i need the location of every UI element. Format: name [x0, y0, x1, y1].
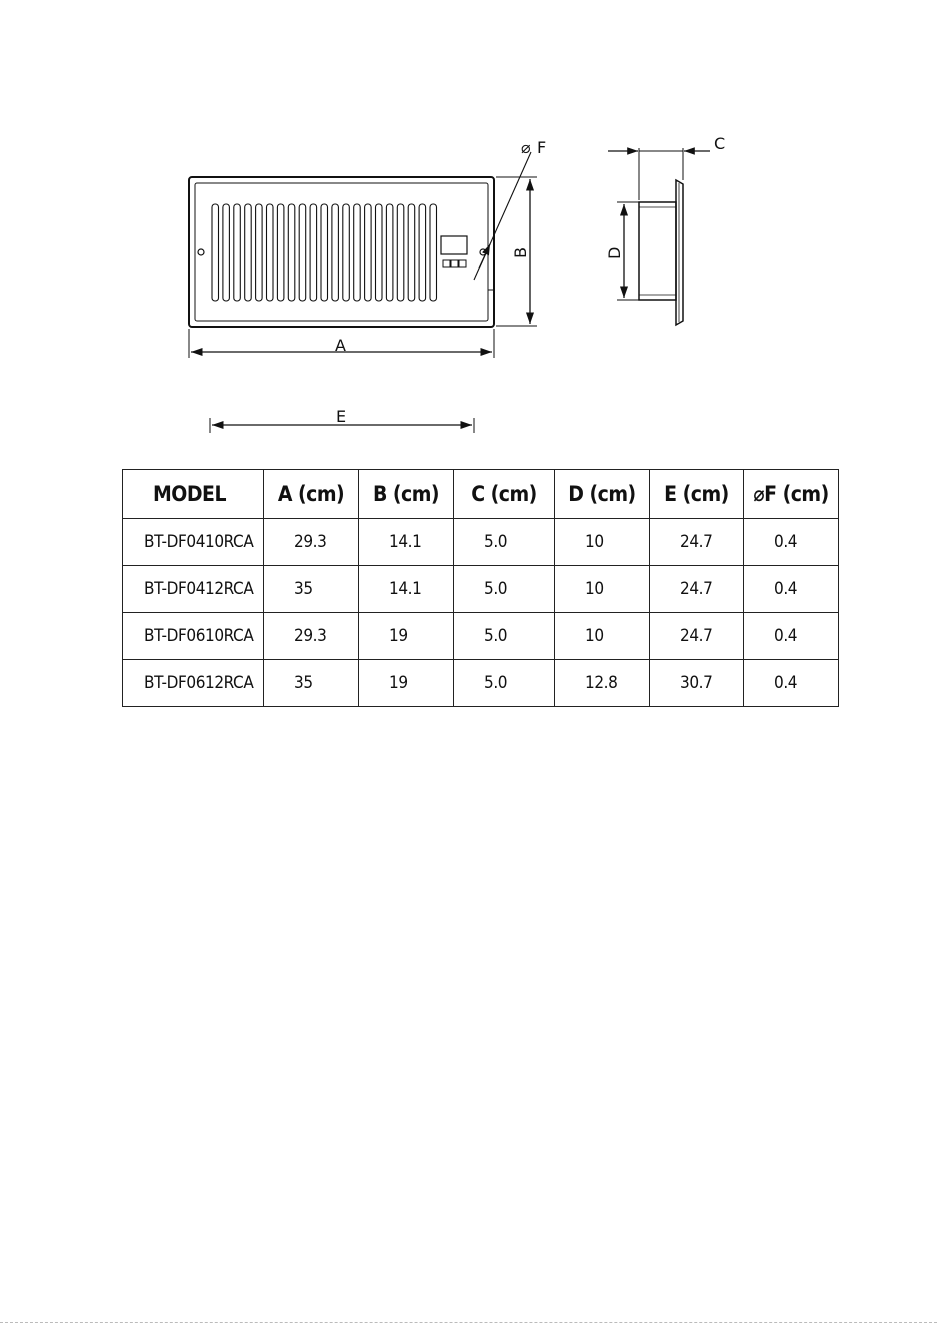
cell-e: 24.7: [650, 566, 744, 613]
louver-slot: [256, 204, 263, 301]
vent-louvers: [212, 204, 437, 301]
cell-a: 29.3: [264, 613, 359, 660]
louver-slot: [365, 204, 372, 301]
dimension-e: [210, 407, 474, 433]
louver-slot: [419, 204, 426, 301]
louver-slot: [376, 204, 383, 301]
cell-d: 10: [555, 613, 650, 660]
label-b: B: [511, 247, 530, 258]
dimension-c: [608, 134, 725, 200]
header-d: D (cm): [555, 470, 650, 519]
vent-side-view: [639, 180, 683, 325]
cell-b: 19: [359, 660, 454, 707]
header-b: B (cm): [359, 470, 454, 519]
table-header-row: [123, 470, 839, 519]
cell-e: 24.7: [650, 519, 744, 566]
louver-slot: [386, 204, 393, 301]
label-e: E: [336, 407, 347, 426]
cell-d: 12.8: [555, 660, 650, 707]
technical-drawing: [0, 0, 937, 460]
cell-c: 5.0: [454, 613, 555, 660]
label-f: F: [537, 138, 547, 157]
table-row: [123, 566, 839, 613]
cell-f: 0.4: [744, 613, 839, 660]
screw-hole-icon: [198, 249, 204, 255]
cell-c: 5.0: [454, 566, 555, 613]
cell-a: 29.3: [264, 519, 359, 566]
label-a: A: [335, 336, 346, 355]
cell-d: 10: [555, 519, 650, 566]
louver-slot: [223, 204, 230, 301]
cell-f: 0.4: [744, 660, 839, 707]
table-row: [123, 613, 839, 660]
label-d: D: [605, 246, 624, 259]
louver-slot: [321, 204, 328, 301]
louver-slot: [343, 204, 350, 301]
cell-model: BT-DF0412RCA: [123, 566, 264, 613]
dimension-a: [189, 329, 494, 358]
diameter-symbol-icon: ⌀: [521, 138, 531, 157]
vent-front-view: [189, 177, 494, 327]
header-c: C (cm): [454, 470, 555, 519]
louver-slot: [332, 204, 339, 301]
louver-slot: [299, 204, 306, 301]
cell-f: 0.4: [744, 519, 839, 566]
louver-slot: [277, 204, 284, 301]
dimension-d: [605, 202, 639, 300]
cell-c: 5.0: [454, 660, 555, 707]
cell-f: 0.4: [744, 566, 839, 613]
table-row: [123, 519, 839, 566]
header-model: MODEL: [123, 470, 264, 519]
page-bottom-rule: [0, 1322, 937, 1323]
cell-a: 35: [264, 660, 359, 707]
cell-model: BT-DF0612RCA: [123, 660, 264, 707]
louver-slot: [397, 204, 404, 301]
header-e: E (cm): [650, 470, 744, 519]
louver-slot: [234, 204, 241, 301]
cell-b: 19: [359, 613, 454, 660]
louver-slot: [430, 204, 437, 301]
cell-c: 5.0: [454, 519, 555, 566]
louver-slot: [288, 204, 295, 301]
cell-model: BT-DF0610RCA: [123, 613, 264, 660]
cell-b: 14.1: [359, 566, 454, 613]
louver-slot: [212, 204, 219, 301]
louver-slot: [354, 204, 361, 301]
dimension-b: [496, 177, 537, 326]
louver-slot: [245, 204, 252, 301]
louver-slot: [267, 204, 274, 301]
cell-e: 30.7: [650, 660, 744, 707]
cell-e: 24.7: [650, 613, 744, 660]
cell-b: 14.1: [359, 519, 454, 566]
header-f: ⌀F (cm): [744, 470, 839, 519]
louver-slot: [310, 204, 317, 301]
specifications-table: [122, 469, 839, 707]
cell-a: 35: [264, 566, 359, 613]
louver-slot: [408, 204, 415, 301]
control-window: [441, 236, 467, 254]
cell-model: BT-DF0410RCA: [123, 519, 264, 566]
cell-d: 10: [555, 566, 650, 613]
table-row: [123, 660, 839, 707]
header-a: A (cm): [264, 470, 359, 519]
label-c: C: [714, 134, 726, 153]
